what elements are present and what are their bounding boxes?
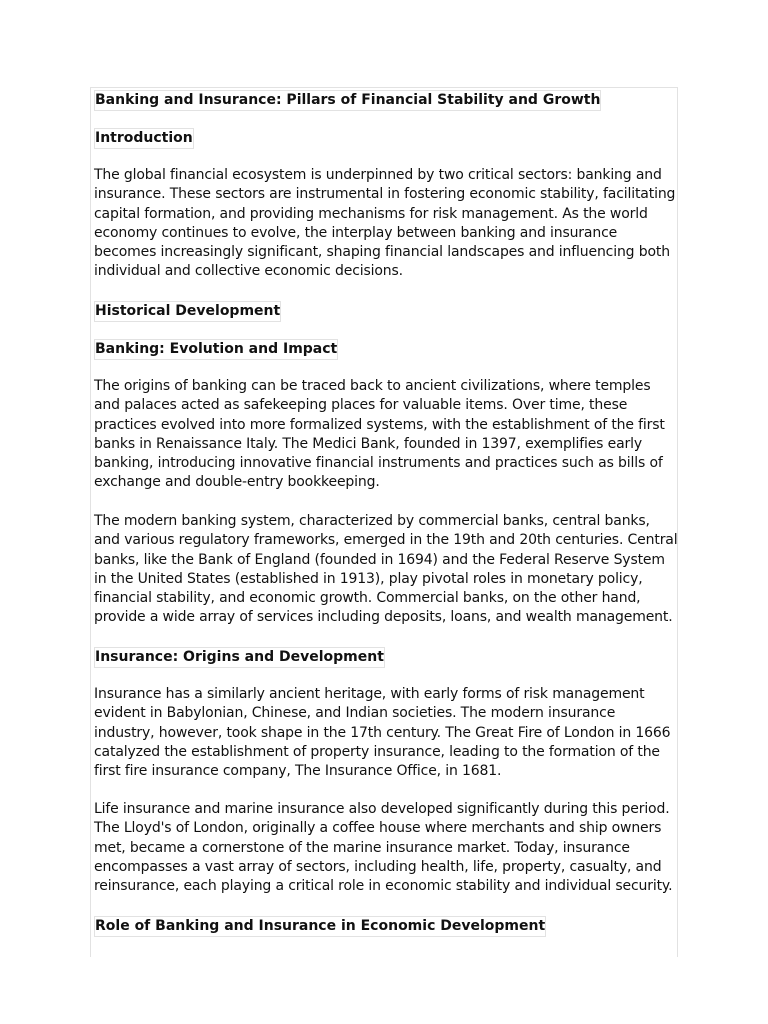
subsection-heading-insurance: Insurance: Origins and Development — [94, 647, 385, 668]
section-heading-historical-development: Historical Development — [94, 301, 281, 322]
section-heading-introduction: Introduction — [94, 128, 194, 149]
paragraph-modern-banking: The modern banking system, characterized by commercial banks, central banks, and various regulatory frameworks, emerged in the 19th and 20th centuries. Central banks, like the Bank of England (founded in 1694) and the Federal Reserve System in the United States (established in 1913), play pivotal roles in monetary policy, financial stability, and economic growth. Commercial banks, on the other hand, provide a wide array of services including deposits, loans, and wealth management. — [94, 513, 678, 626]
paragraph-insurance-origins: Insurance has a similarly ancient heritage, with early forms of risk management evident in Babylonian, Chinese, and Indian societies. The modern insurance industry, however, took shape in the 17th century. The Great Fire of London in 1666 catalyzed the establishment of property insurance, leading to the formation of the first fire insurance company, The Insurance Office, in 1681. — [94, 686, 671, 780]
subsection-heading-banking: Banking: Evolution and Impact — [94, 339, 338, 360]
document-title: Banking and Insurance: Pillars of Financial Stability and Growth — [94, 90, 601, 111]
paragraph-banking-origins: The origins of banking can be traced back to ancient civilizations, where temples and palaces acted as safekeeping places for valuable items. Over time, these practices evolved into more formalized systems, with the establishment of the first banks in Renaissance Italy. The Medici Bank, founded in 1397, exemplifies early banking, introducing innovative financial instruments and practices such as bills of exchange and double-entry bookkeeping. — [94, 378, 665, 491]
paragraph-introduction: The global financial ecosystem is underpinned by two critical sectors: banking and insurance. These sectors are instrumental in fostering economic stability, facilitating capital formation, and providing mechanisms for risk management. As the world economy continues to evolve, the interplay between banking and insurance becomes increasingly significant, shaping financial landscapes and influencing both individual and collective economic decisions. — [94, 167, 676, 280]
paragraph-life-marine-insurance: Life insurance and marine insurance also developed significantly during this period. The Lloyd's of London, originally a coffee house where merchants and ship owners met, became a cornerstone of the marine insurance market. Today, insurance encompasses a vast array of sectors, including health, life, property, casualty, and reinsurance, each playing a critical role in economic stability and individual security. — [94, 801, 673, 895]
section-heading-economic-development: Role of Banking and Insurance in Economic Development — [94, 916, 546, 937]
document-page — [90, 87, 678, 957]
